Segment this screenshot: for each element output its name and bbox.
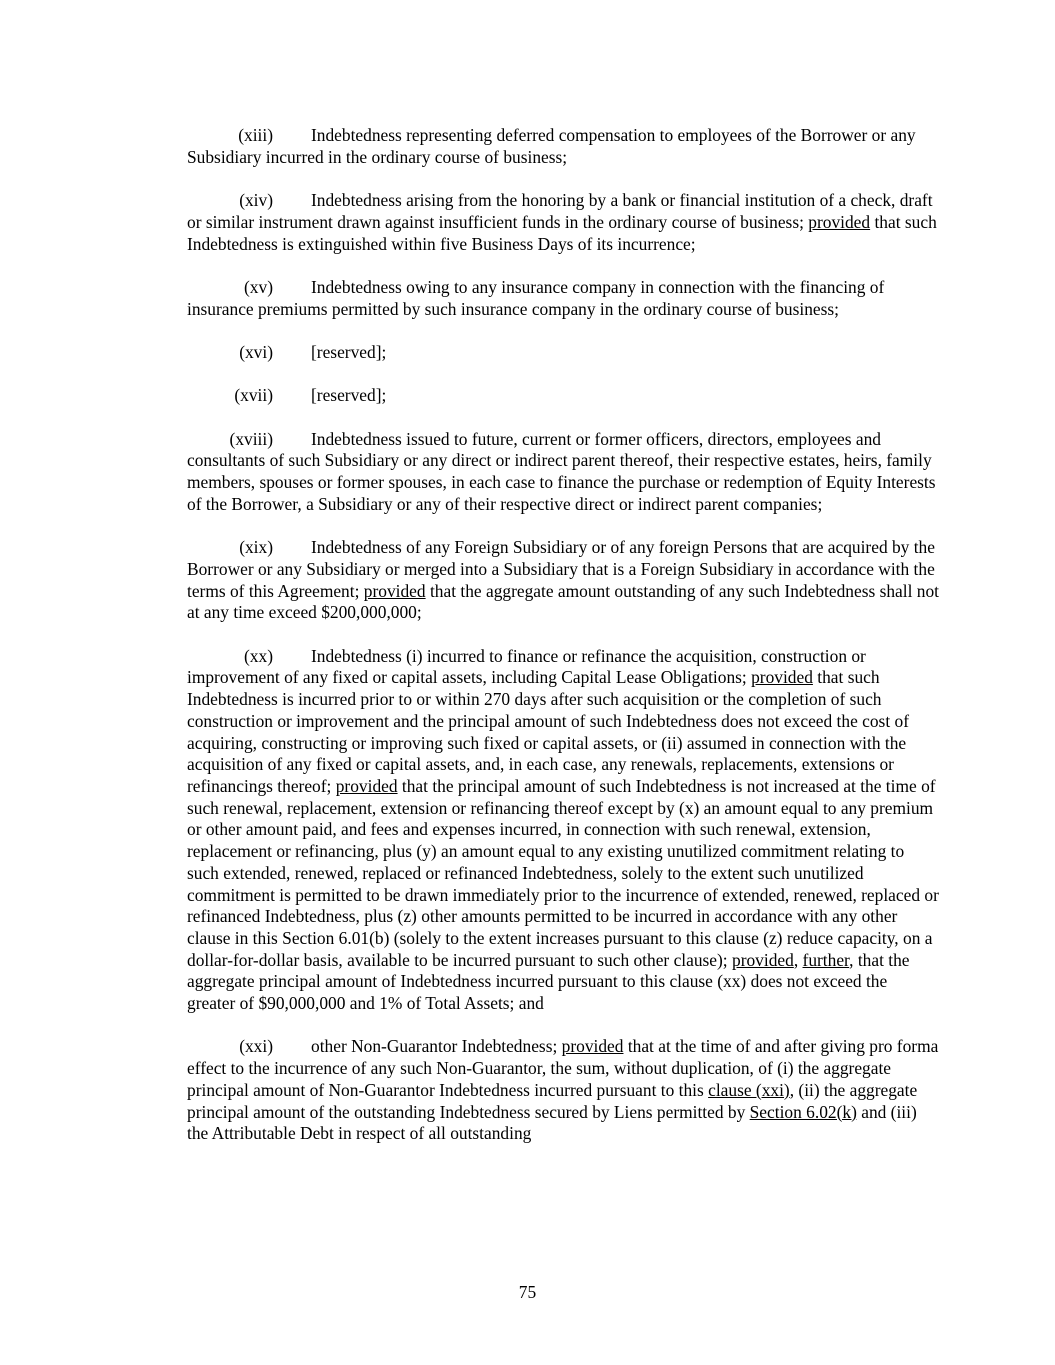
clause-text: that at the time of and after giving pro forma effect to the incurrence of any such Non-Guarantor, the sum, without duplication, of (i) the aggregate principal amount of Non-Guarantor Indebtedness incurred pursuant to this [187,1036,939,1100]
clause-text: Indebtedness of any Foreign Subsidiary or of any foreign Persons that are acquired by the Borrower or any Subsidiary or merged into a Subsidiary that is a Foreign Subsidiary in accordance with the terms of this Agreement; [187,537,935,601]
clause-paragraph [187,342,939,364]
underlined-term: provided [808,211,871,232]
clause-paragraph [187,125,939,168]
clause-text: Indebtedness representing deferred compensation to employees of the Borrower or any Subsidiary incurred in the ordinary course of business; [187,125,916,167]
clause-paragraph [187,190,939,255]
clause-paragraph [187,429,939,516]
clause-paragraph [187,1036,939,1145]
clause-paragraph [187,277,939,320]
underlined-term: provided [363,580,426,601]
clause-text: Indebtedness arising from the honoring by a bank or financial institution of a check, draft or similar instrument drawn against insufficient funds in the ordinary course of business; [187,190,933,232]
clause-lead [187,342,311,364]
page-number: 75 [518,1282,537,1302]
clause-number: (xx) [244,645,273,666]
underlined-term: provided [732,949,794,970]
clause-text: Indebtedness (i) incurred to finance or refinance the acquisition, construction or improvement of any fixed or capital assets, including Capital Lease Obligations; [187,645,866,688]
document-body [187,125,939,1167]
clause-lead [187,190,311,212]
clause-number: (xxi) [239,1036,273,1057]
clause-number: (xv) [244,276,273,297]
clause-text: Indebtedness owing to any insurance company in connection with the financing of insurance premiums permitted by such insurance company in the ordinary course of business; [187,276,885,319]
underlined-term: provided [335,775,398,796]
clause-paragraph [187,537,939,624]
clause-number: (xviii) [229,428,273,449]
clause-text: and (iii) the Attributable Debt in respect of all outstanding [187,1101,917,1144]
clause-number: (xiv) [239,190,273,211]
clause-text: that such Indebtedness is incurred prior to or within 270 days after such acquisition or the completion of such construction or improvement and the principal amount of such Indebtedness does not exceed the cost of acquiring, constructing or improving such fixed or capital assets, or (ii) assumed in connection with the acquisition of any fixed or capital assets, and, in each case, any renewals, replacements, extensions or refinancings thereof; [187,667,909,796]
clause-paragraph [187,385,939,407]
clause-number: (xvii) [234,385,273,406]
clause-text: [reserved]; [311,341,387,362]
clause-lead [187,537,311,559]
clause-number: (xiii) [238,125,273,145]
underlined-term: further [802,949,850,970]
clause-text: Indebtedness issued to future, current or former officers, directors, employees and consultants of such Subsidiary or any direct or indirect parent thereof, their respective estates, heirs, family members, spouses or former spouses, in each case to finance the purchase or redemption of Equity Interests of the Borrower, a Subsidiary or any of their respective direct or indirect parent companies; [187,428,936,514]
underlined-term: provided [751,667,813,688]
clause-text: that such Indebtedness is extinguished within five Business Days of its incurrence; [187,211,937,254]
underlined-term: clause (xxi) [708,1079,790,1100]
clause-lead [187,385,311,407]
clause-lead [187,1036,311,1058]
clause-paragraph [187,646,939,1015]
clause-lead [187,277,311,299]
clause-number: (xix) [239,537,273,558]
underlined-term: provided [561,1036,624,1057]
underlined-term: Section 6.02(k) [749,1101,857,1122]
clause-number: (xvi) [239,341,273,362]
clause-text: [reserved]; [311,385,387,406]
clause-text: , that the aggregate principal amount of Indebtedness incurred pursuant to this clause (xx) does not exceed the greater of $90,000,000 and 1% of Total Assets; and [187,949,910,1014]
clause-text: that the principal amount of such Indebtedness is not increased at the time of such renewal, replacement, extension or refinancing thereof except by (x) an amount equal to any premium or other amount paid, and fees and expenses incurred, in connection with such renewal, extension, replacement or refinancing, plus (y) an amount equal to any existing unutilized commitment relating to such extended, renewed, replaced or refinanced Indebtedness, solely to the extent such unutilized commitment is permitted to be drawn immediately prior to the incurrence of extended, renewed, replaced or refinanced Indebtedness, plus (z) other amounts permitted to be incurred in accordance with any other clause in this Section 6.01(b) (solely to the extent increases pursuant to this clause (z) reduce capacity, on a dollar-for-dollar basis, available to be incurred pursuant to such other clause); [187,775,939,970]
clause-lead [187,646,311,668]
clause-text: , (ii) the aggregate principal amount of the outstanding Indebtedness secured by Liens permitted by [187,1079,918,1122]
clause-text: that the aggregate amount outstanding of any such Indebtedness shall not at any time exceed $200,000,000; [187,580,939,623]
clause-text: , [793,949,803,970]
clause-lead [187,125,311,147]
clause-text: other Non-Guarantor Indebtedness; [311,1036,562,1057]
clause-lead [187,429,311,451]
